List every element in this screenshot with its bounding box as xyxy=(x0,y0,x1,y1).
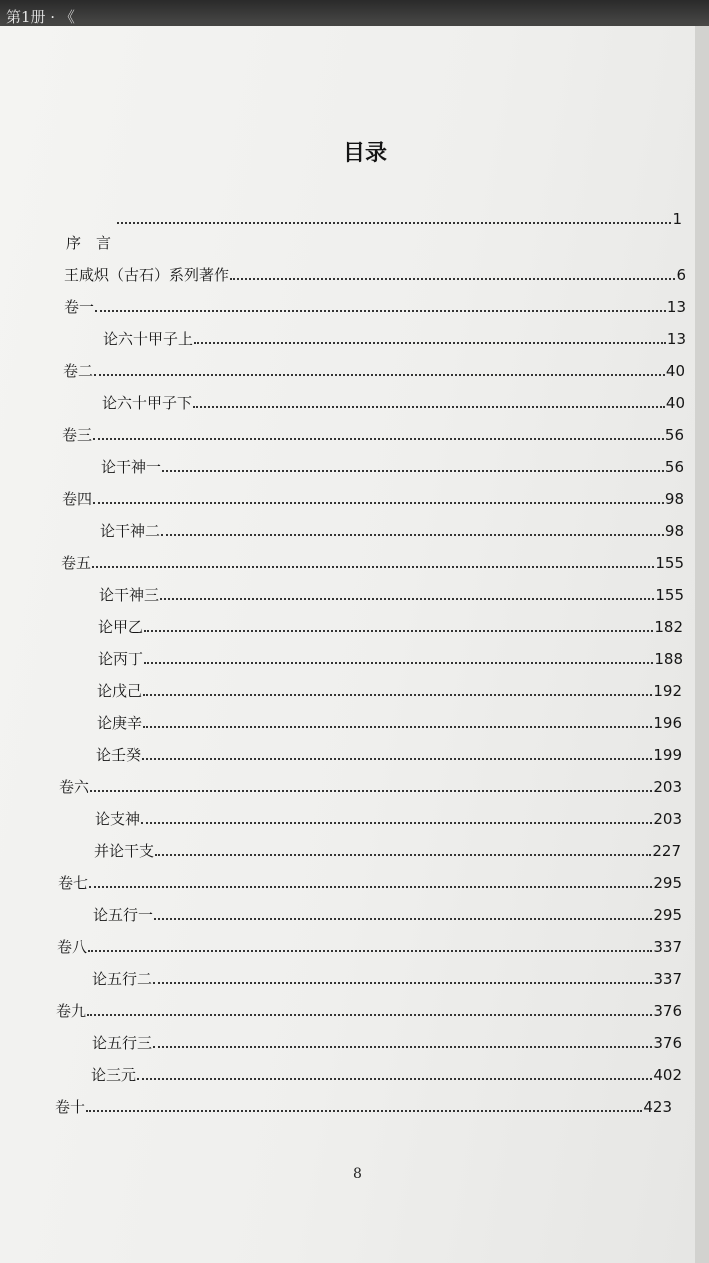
toc-entry-page: 376 xyxy=(653,1034,682,1052)
toc-entry-label: 序 言 xyxy=(66,234,112,252)
toc-entry-page: 1 xyxy=(672,210,682,228)
dot-leader xyxy=(143,725,652,728)
toc-entry xyxy=(55,1096,672,1116)
dot-leader xyxy=(95,309,666,312)
toc-entry-page: 6 xyxy=(676,266,686,284)
dot-leader xyxy=(144,629,653,632)
toc-entry-page: 423 xyxy=(643,1098,672,1116)
toc-entry xyxy=(116,208,682,228)
dot-leader xyxy=(90,789,652,792)
toc-entry xyxy=(99,584,684,604)
toc-entry xyxy=(57,936,682,956)
toc-entry-page: 196 xyxy=(653,714,682,732)
dot-leader xyxy=(141,821,652,824)
toc-entry-page: 295 xyxy=(653,874,682,892)
toc-entry-page: 40 xyxy=(665,394,685,412)
toc-entry xyxy=(92,968,682,988)
dot-leader xyxy=(162,469,664,472)
toc-entry xyxy=(103,328,686,348)
toc-entry-label: 卷二 xyxy=(63,362,94,380)
toc-entry-page: 98 xyxy=(664,490,684,508)
toc-entry-label: 卷四 xyxy=(62,490,93,508)
toc-entry-label: 论甲乙 xyxy=(98,618,144,636)
toc-entry-page: 56 xyxy=(664,426,684,444)
dot-leader xyxy=(230,277,675,280)
dot-leader xyxy=(87,1013,652,1016)
dot-leader xyxy=(143,693,652,696)
toc-entry-label: 王咸炽（古石）系列著作 xyxy=(64,266,230,284)
toc-entry xyxy=(100,520,684,540)
toc-entry-page: 376 xyxy=(653,1002,682,1020)
toc-entry xyxy=(56,1000,682,1020)
header-strip-text: 第1册 · 《 xyxy=(6,8,75,26)
dot-leader xyxy=(86,1109,642,1112)
toc-entry-page: 227 xyxy=(652,842,681,860)
toc-entry-label: 论支神 xyxy=(95,810,141,828)
toc-entry xyxy=(102,392,685,412)
dot-leader xyxy=(94,373,665,376)
toc-entry-label: 卷三 xyxy=(62,426,93,444)
dot-leader xyxy=(161,533,664,536)
dot-leader xyxy=(160,597,654,600)
toc-entry-label: 论五行一 xyxy=(93,906,154,924)
dot-leader xyxy=(154,917,652,920)
dot-leader xyxy=(93,437,664,440)
toc-entry-label: 卷六 xyxy=(59,778,90,796)
toc-entry-page: 199 xyxy=(653,746,682,764)
toc-entry xyxy=(97,680,682,700)
toc-entry-page: 337 xyxy=(653,970,682,988)
toc-entry-page: 295 xyxy=(653,906,682,924)
toc-entry-label: 卷五 xyxy=(61,554,92,572)
dot-leader xyxy=(193,405,665,408)
dot-leader xyxy=(144,661,653,664)
toc-entry-label: 论丙丁 xyxy=(98,650,144,668)
toc-entry-page: 56 xyxy=(664,458,684,476)
dot-leader xyxy=(142,757,652,760)
toc-entry-label: 卷八 xyxy=(57,938,88,956)
dot-leader xyxy=(155,853,651,856)
dot-leader xyxy=(153,981,652,984)
toc-entry xyxy=(92,1032,682,1052)
page-number: 8 xyxy=(353,1166,362,1182)
toc-entry-label: 并论干支 xyxy=(94,842,155,860)
toc-entry-label: 论戊己 xyxy=(97,682,143,700)
toc-entry-label: 论五行二 xyxy=(92,970,153,988)
toc-entry xyxy=(61,552,684,572)
toc-entry-page: 13 xyxy=(666,298,686,316)
toc-entry-page: 155 xyxy=(655,586,684,604)
toc-entry xyxy=(64,296,686,316)
dot-leader xyxy=(93,501,664,504)
toc-entry-label: 论五行三 xyxy=(92,1034,153,1052)
dot-leader xyxy=(117,221,671,224)
toc-entry-page: 203 xyxy=(653,810,682,828)
toc-entry xyxy=(66,232,132,252)
toc-entry-page: 98 xyxy=(664,522,684,540)
dot-leader xyxy=(89,885,652,888)
toc-entry xyxy=(101,456,684,476)
toc-entry-label: 卷七 xyxy=(58,874,89,892)
toc-entry-label: 论六十甲子上 xyxy=(103,330,194,348)
dot-leader xyxy=(137,1077,652,1080)
dot-leader xyxy=(88,949,652,952)
dot-leader xyxy=(92,565,654,568)
toc-entry-page: 203 xyxy=(653,778,682,796)
dot-leader xyxy=(153,1045,652,1048)
toc-entry xyxy=(97,712,682,732)
toc-entry-page: 192 xyxy=(653,682,682,700)
toc-title: 目录 xyxy=(342,141,387,166)
toc-entry xyxy=(98,616,683,636)
toc-entry-label: 论干神一 xyxy=(101,458,162,476)
toc-entry xyxy=(64,264,686,284)
toc-entry-page: 188 xyxy=(654,650,683,668)
toc-entry-label: 论六十甲子下 xyxy=(102,394,193,412)
toc-entry-label: 论壬癸 xyxy=(96,746,142,764)
toc-entry-label: 论干神三 xyxy=(99,586,160,604)
toc-entry-page: 155 xyxy=(655,554,684,572)
toc-entry-label: 论三元 xyxy=(91,1066,137,1084)
toc-entry-page: 402 xyxy=(653,1066,682,1084)
toc-entry xyxy=(93,904,682,924)
toc-entry xyxy=(62,488,684,508)
toc-entry-page: 13 xyxy=(666,330,686,348)
toc-entry xyxy=(91,1064,682,1084)
toc-entry-page: 337 xyxy=(653,938,682,956)
toc-entry xyxy=(94,840,681,860)
toc-entry xyxy=(59,776,682,796)
toc-entry-label: 卷九 xyxy=(56,1002,87,1020)
toc-entry-label: 论干神二 xyxy=(100,522,161,540)
toc-entry xyxy=(95,808,682,828)
toc-entry-label: 论庚辛 xyxy=(97,714,143,732)
toc-entry xyxy=(62,424,684,444)
dot-leader xyxy=(194,341,666,344)
toc-entry xyxy=(98,648,683,668)
toc-entry-label: 卷十 xyxy=(55,1098,86,1116)
toc-entry xyxy=(63,360,685,380)
toc-entry-page: 40 xyxy=(665,362,685,380)
toc-entry xyxy=(96,744,682,764)
toc-entry-label: 卷一 xyxy=(64,298,95,316)
toc-entry-page: 182 xyxy=(654,618,683,636)
toc-entry xyxy=(58,872,682,892)
